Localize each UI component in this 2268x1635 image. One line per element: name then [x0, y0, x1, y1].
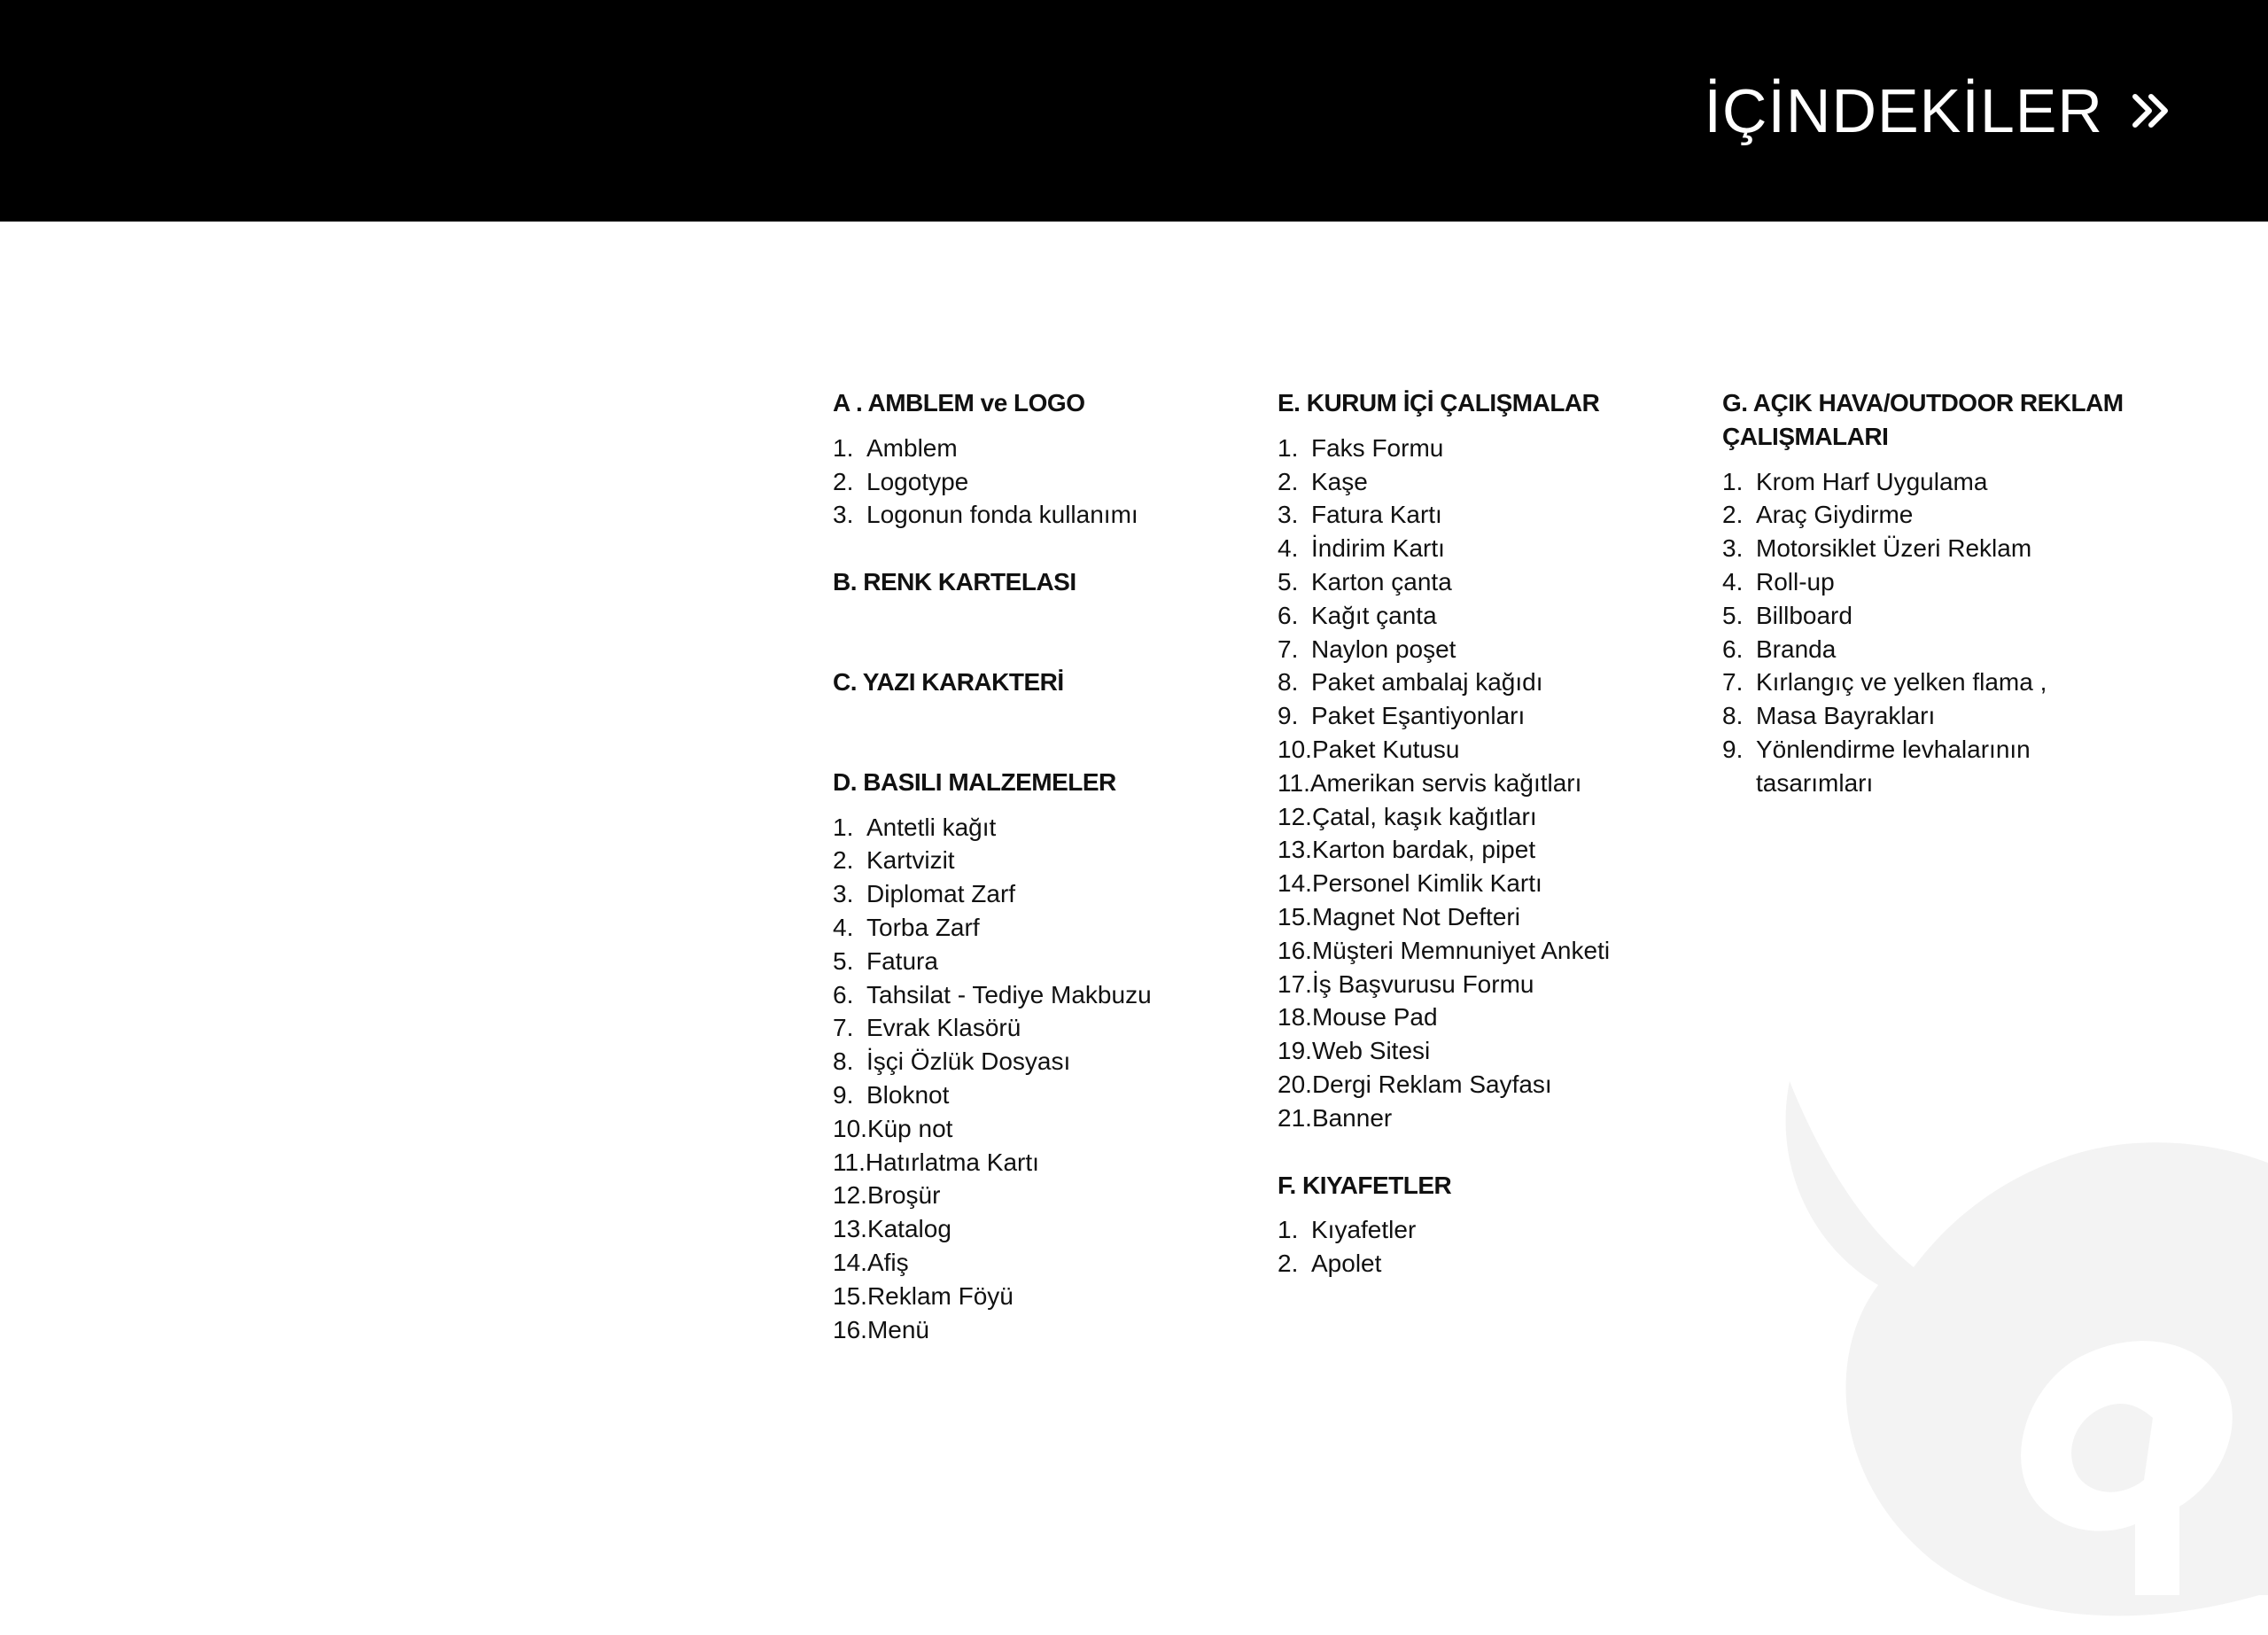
section-title-acik-hava-line2: ÇALIŞMALARI: [1722, 422, 1889, 450]
list-item: 2. Kartvizit: [833, 846, 955, 875]
section-title-renk-kartelasi: B. RENK KARTELASI: [833, 568, 1076, 596]
list-item: 20. Dergi Reklam Sayfası: [1278, 1070, 1552, 1098]
list-item: 9. Yönlendirme levhalarının tasarımları: [1722, 735, 2031, 797]
section-list-basili-malzemeler: [833, 811, 1223, 1347]
list-item: 16. Müşteri Memnuniyet Anketi: [1278, 936, 1611, 964]
list-item: 13. Katalog: [833, 1215, 951, 1243]
toc-column-3: [1722, 386, 2148, 800]
double-chevron-right-icon: [2130, 90, 2172, 132]
list-item: 3. Fatura Kartı: [1278, 501, 1442, 529]
section-title-acik-hava-line1: G. AÇIK HAVA/OUTDOOR REKLAM: [1722, 389, 2124, 417]
list-item: 18. Mouse Pad: [1278, 1003, 1438, 1032]
list-item: 14. Afiş: [833, 1248, 909, 1276]
section-list-acik-hava: [1722, 465, 2148, 800]
list-item: 6. Branda: [1722, 635, 1837, 663]
list-item: 1. Kıyafetler: [1278, 1216, 1417, 1244]
section-list-kiyafetler: [1278, 1213, 1685, 1281]
section-list-amblem-logo: [833, 432, 1223, 532]
list-item: 9. Bloknot: [833, 1080, 950, 1109]
list-item: 11. Amerikan servis kağıtları: [1278, 768, 1582, 797]
list-item: 7. Kırlangıç ve yelken flama ,: [1722, 668, 2047, 697]
list-item: 3. Diplomat Zarf: [833, 880, 1016, 908]
page-title-group: [1704, 73, 2172, 149]
toc-column-2: [1278, 386, 1685, 1281]
list-item: 10. Küp not: [833, 1114, 953, 1142]
list-item: 12. Broşür: [833, 1181, 941, 1210]
list-item: 2. Araç Giydirme: [1722, 501, 1914, 529]
list-item: 4. Roll-up: [1722, 567, 1835, 596]
list-item: 6. Tahsilat - Tediye Makbuzu: [833, 980, 1152, 1008]
list-item: 5. Fatura: [833, 946, 938, 975]
list-item: 6. Kağıt çanta: [1278, 601, 1437, 629]
list-item: 12. Çatal, kaşık kağıtları: [1278, 802, 1537, 830]
list-item: 15. Magnet Not Defteri: [1278, 902, 1520, 930]
list-item: 8. Paket ambalaj kağıdı: [1278, 668, 1543, 697]
page-title: İÇİNDEKİLER: [1704, 76, 2103, 145]
list-item: 4. İndirim Kartı: [1278, 534, 1445, 563]
section-title-basili-malzemeler: D. BASILI MALZEMELER: [833, 767, 1116, 796]
section-title-amblem-logo: A . AMBLEM ve LOGO: [833, 389, 1085, 417]
list-item: 1. Amblem: [833, 433, 958, 462]
list-item: 7. Naylon poşet: [1278, 635, 1456, 663]
list-item: 21. Banner: [1278, 1103, 1393, 1132]
section-list-kurum-ici: [1278, 432, 1685, 1135]
list-item: 2. Logotype: [833, 467, 969, 495]
section-title-kurum-ici: E. KURUM İÇİ ÇALIŞMALAR: [1278, 389, 1600, 417]
brand-flame-logo-icon: [1763, 1063, 2268, 1631]
list-item: 8. Masa Bayrakları: [1722, 702, 1936, 730]
list-item: 10. Paket Kutusu: [1278, 735, 1460, 763]
list-item: 17. İş Başvurusu Formu: [1278, 969, 1534, 998]
section-title-acik-hava: [1722, 386, 2148, 454]
list-item: 2. Kaşe: [1278, 467, 1368, 495]
list-item: 5. Karton çanta: [1278, 567, 1452, 596]
list-item: 19. Web Sitesi: [1278, 1037, 1431, 1065]
section-title-yazi-karakteri: C. YAZI KARAKTERİ: [833, 667, 1064, 696]
list-item: 3. Logonun fonda kullanımı: [833, 501, 1138, 529]
section-title-kiyafetler: F. KIYAFETLER: [1278, 1171, 1452, 1199]
list-item: 11. Hatırlatma Kartı: [833, 1148, 1039, 1176]
list-item: 8. İşçi Özlük Dosyası: [833, 1047, 1071, 1076]
list-item: 3. Motorsiklet Üzeri Reklam: [1722, 534, 2032, 563]
list-item: 7. Evrak Klasörü: [833, 1014, 1021, 1042]
list-item: 4. Torba Zarf: [833, 913, 980, 941]
list-item: 1. Antetli kağıt: [833, 813, 997, 841]
list-item: 5. Billboard: [1722, 601, 1852, 629]
list-item: 1. Faks Formu: [1278, 433, 1444, 462]
list-item: 1. Krom Harf Uygulama: [1722, 467, 1988, 495]
list-item: 15. Reklam Föyü: [833, 1281, 1014, 1310]
list-item: 13. Karton bardak, pipet: [1278, 836, 1536, 864]
list-item: 14. Personel Kimlik Kartı: [1278, 869, 1542, 898]
list-item: 16. Menü: [833, 1315, 929, 1343]
header-bar: [0, 0, 2268, 222]
toc-column-1: [833, 386, 1223, 1346]
list-item: 2. Apolet: [1278, 1250, 1382, 1278]
list-item: 9. Paket Eşantiyonları: [1278, 702, 1526, 730]
